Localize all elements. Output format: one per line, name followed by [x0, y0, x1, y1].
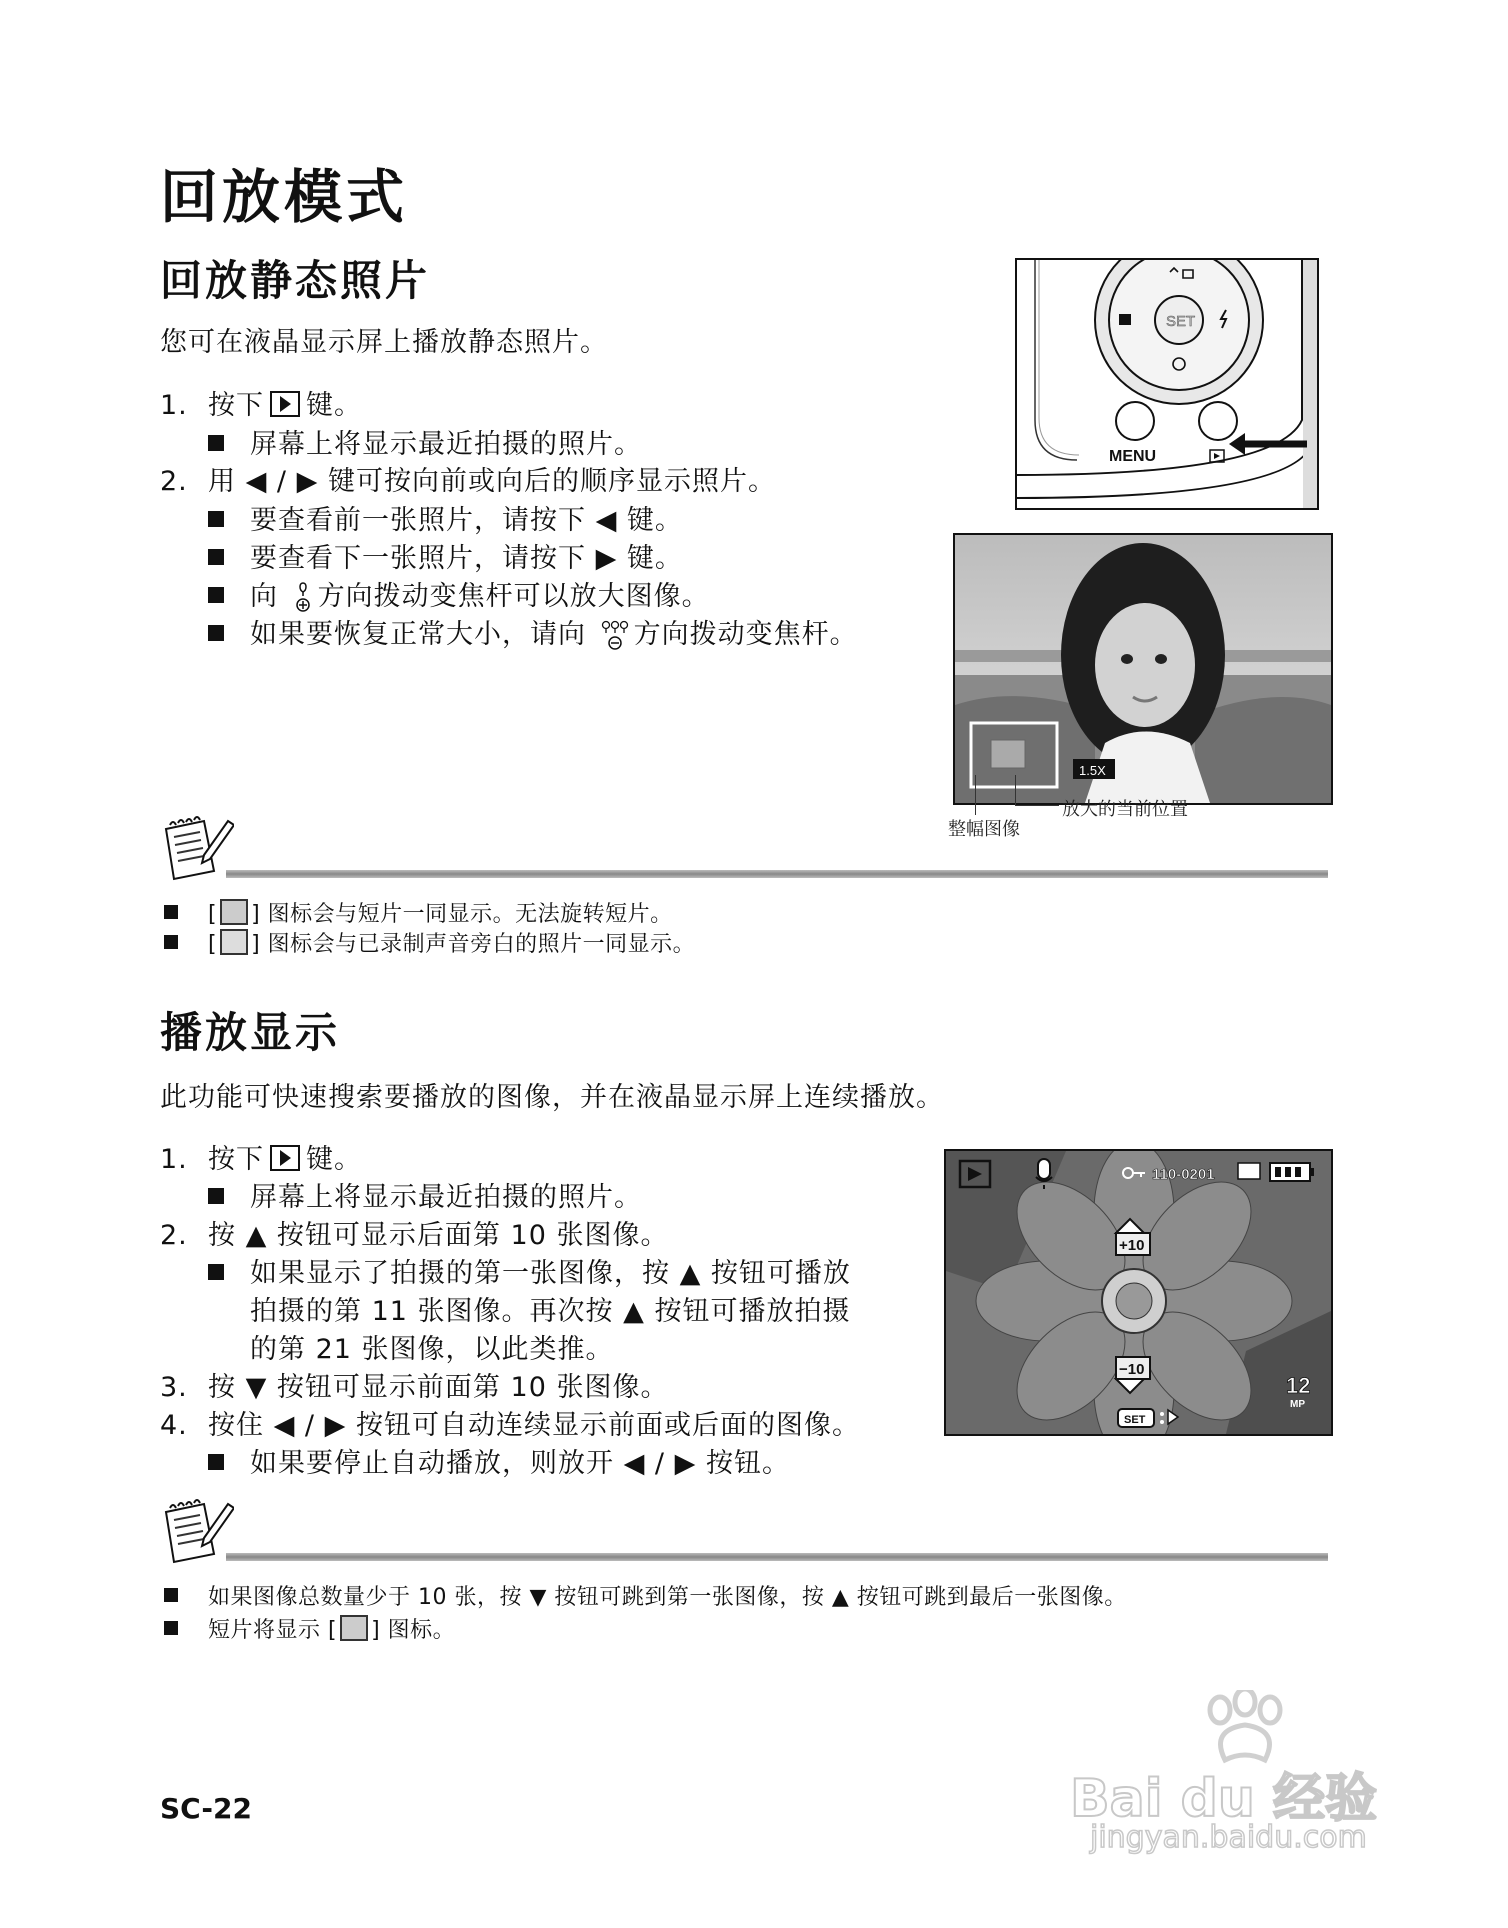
section-heading-playback-display: 播放显示 — [160, 1008, 341, 1057]
set-button-label: SET — [1124, 1414, 1146, 1426]
baidu-watermark: Bai du 经验 jingyan.baidu.com — [1070, 1700, 1450, 1850]
note-divider — [226, 870, 1328, 878]
section2-step4: 4. 按住 ◀ / ▶ 按钮可自动连续显示前面或后面的图像。 — [160, 1410, 860, 1441]
zoomed-photo — [953, 533, 1333, 805]
movie-icon — [340, 1615, 368, 1641]
movie-icon — [220, 899, 248, 925]
megapixel-unit: MP — [1290, 1399, 1305, 1410]
note-divider — [226, 1553, 1328, 1561]
note-pad-icon — [160, 1498, 234, 1564]
section1-step2-sub2: 要查看下一张照片，请按下 ▶ 键。 — [208, 536, 683, 575]
caption-line-right — [1015, 775, 1016, 805]
section1-step1: 1. 按下 键。 — [160, 390, 362, 421]
voice-memo-icon — [220, 929, 248, 955]
note2-line1: 如果图像总数量少于 10 张，按 ▼ 按钮可跳到第一张图像，按 ▲ 按钮可跳到最后一张图像。 — [164, 1580, 1127, 1611]
file-number: 110-0201 — [1152, 1166, 1215, 1183]
caption-full-image: 整幅图像 — [948, 819, 1020, 840]
menu-label: MENU — [1109, 448, 1157, 465]
section2-step4-sub: 如果要停止自动播放，则放开 ◀ / ▶ 按钮。 — [208, 1441, 790, 1480]
playback-key-icon — [270, 1145, 300, 1171]
zoom-out-wide-icon — [600, 619, 630, 651]
note2-line2: 短片将显示 [ ] 图标。 — [164, 1613, 455, 1644]
section2-step2-sub-line1: 如果显示了拍摄的第一张图像，按 ▲ 按钮可播放 — [208, 1251, 851, 1290]
section1-intro: 您可在液晶显示屏上播放静态照片。 — [160, 327, 608, 358]
zoom-in-tele-icon — [292, 581, 314, 613]
section1-step2-sub4: 如果要恢复正常大小，请向 方向拨动变焦杆。 — [208, 612, 858, 651]
note1-line1: [ ] 图标会与短片一同显示。无法旋转短片。 — [164, 897, 673, 928]
bullet-square — [208, 435, 224, 451]
page-number: SC-22 — [160, 1792, 252, 1825]
note-pad-icon — [160, 815, 234, 881]
section2-step1: 1. 按下 键。 — [160, 1144, 362, 1175]
playback-key-icon — [270, 391, 300, 417]
section1-step2: 2. 用 ◀ / ▶ 键可按向前或向后的顺序显示照片。 — [160, 466, 776, 497]
section2-step1-sub: 屏幕上将显示最近拍摄的照片。 — [208, 1175, 642, 1214]
megapixel-value: 12 — [1286, 1373, 1311, 1398]
section1-step2-sub1: 要查看前一张照片，请按下 ◀ 键。 — [208, 498, 683, 537]
camera-back-illustration — [1015, 258, 1319, 510]
section2-step3: 3. 按 ▼ 按钮可显示前面第 10 张图像。 — [160, 1372, 669, 1403]
caption-zoom-position: 放大的当前位置 — [1062, 799, 1188, 820]
section1-step2-sub3: 向 方向拨动变焦杆可以放大图像。 — [208, 574, 710, 613]
note1-line2: [ ] 图标会与已录制声音旁白的照片一同显示。 — [164, 927, 695, 958]
section2-step2-sub-line2: 拍摄的第 11 张图像。再次按 ▲ 按钮可播放拍摄 — [250, 1296, 851, 1327]
step-number: 1. — [160, 390, 188, 421]
section-heading-playback-stills: 回放静态照片 — [160, 256, 431, 305]
section2-step2: 2. 按 ▲ 按钮可显示后面第 10 张图像。 — [160, 1220, 669, 1251]
section2-step2-sub-line3: 的第 21 张图像，以此类推。 — [250, 1334, 614, 1365]
section2-intro: 此功能可快速搜索要播放的图像，并在液晶显示屏上连续播放。 — [160, 1082, 944, 1113]
plus-ten-label: +10 — [1119, 1237, 1145, 1254]
section1-step1-sub: 屏幕上将显示最近拍摄的照片。 — [208, 422, 642, 461]
lcd-playback-screen — [944, 1149, 1333, 1436]
minus-ten-label: −10 — [1119, 1361, 1145, 1378]
set-label: SET — [1166, 313, 1196, 330]
caption-line-left — [975, 775, 976, 815]
page-title: 回放模式 — [160, 163, 409, 231]
zoom-factor: 1.5X — [1079, 763, 1106, 778]
